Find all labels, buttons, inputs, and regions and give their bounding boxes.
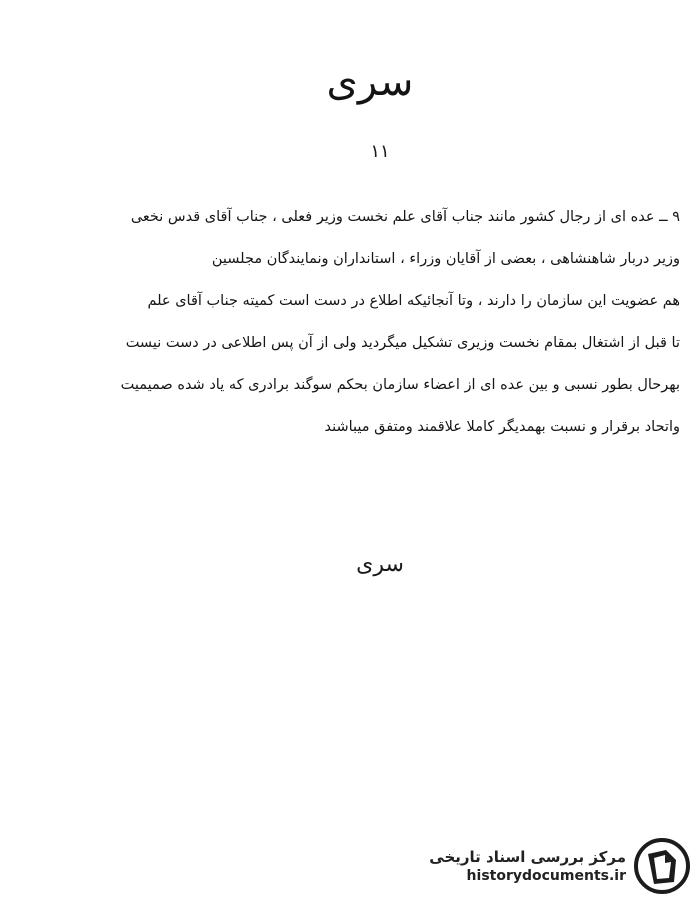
classification-header: سری <box>326 59 414 105</box>
watermark-text <box>429 847 626 885</box>
classification-footer: سری <box>356 552 404 577</box>
paragraph-line: واتحاد برقرار و نسبت بهمدیگر کاملا علاقمند ومتفق میباشند <box>324 419 680 435</box>
page-number: ۱۱ <box>370 141 390 162</box>
watermark-org-name: مرکز بررسی اسناد تاریخی <box>429 848 626 866</box>
paragraph-line: هم عضویت این سازمان را دارند ، وتا آنجائیکه اطلاع در دست است کمیته جناب آقای علم <box>147 293 680 309</box>
watermark-website: historydocuments.ir <box>466 868 626 884</box>
paragraph-line: وزیر دربار شاهنشاهی ، بعضی از آقایان وزراء ، استانداران ونمایندگان مجلسین <box>211 251 680 267</box>
paragraph-line: بهرحال بطور نسبی و بین عده ای از اعضاء سازمان بحکم سوگند برادری که یاد شده صمیمیت <box>120 377 680 393</box>
archive-watermark <box>429 836 690 896</box>
document-archive-logo-icon <box>634 838 690 894</box>
paragraph-line: ۹ ــ عده ‌ای از رجال کشور مانند جناب آقای علم نخست وزیر فعلی ، جناب آقای قدس نخعی <box>130 209 680 225</box>
document-paragraph <box>18 196 680 448</box>
paragraph-line: تا قبل از اشتغال بمقام نخست وزیری تشکیل میگردید ولی از آن پس اطلاعی در دست نیست <box>125 335 680 351</box>
